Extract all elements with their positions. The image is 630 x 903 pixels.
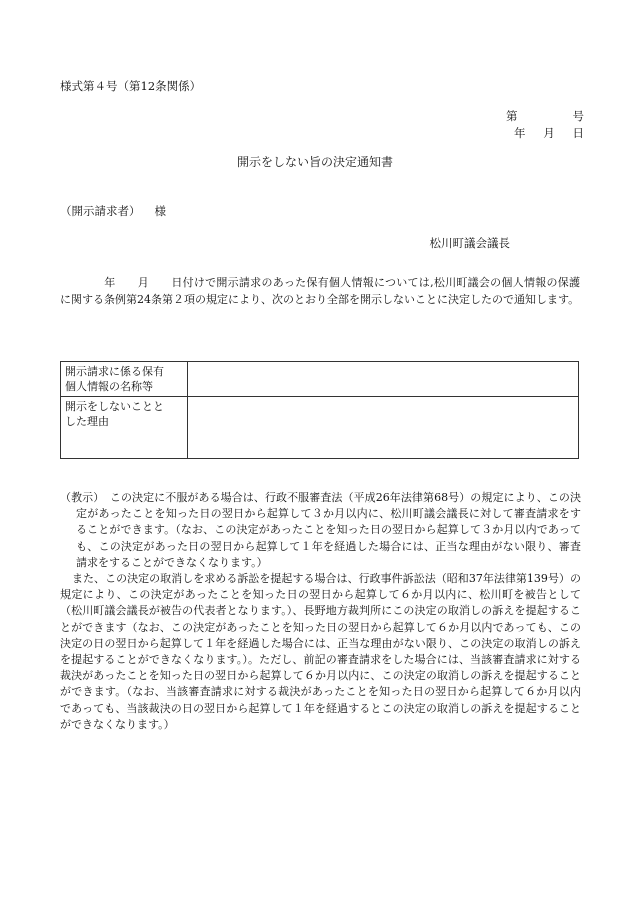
info-name-label-line2: 個人情報の名称等 <box>65 380 153 393</box>
date-year: 年 <box>514 126 526 140</box>
body-text: 日付けで開示請求のあった保有個人情報については,松川町議会の個人情報の保護に関する条例第24条第２項の規定により、次のとおり全部を開示しないことに決定したので通知します。 <box>60 276 580 306</box>
reason-label-line1: 開示をしないことと <box>65 400 164 413</box>
date-month: 月 <box>543 126 555 140</box>
information-table <box>60 361 579 459</box>
notes-paragraph-appeal: （教示） この決定に不服がある場合は、行政不服審査法（平成26年法律第68号）の規定により、この決定があったことを知った日の翌日から起算して３か月以内に、松川町議会議長に対して審査請求をすることができます。（なお、この決定があったことを知った日の翌日から起算して３か月以内であっても、この決定があった日の翌日から起算して１年を経過した場合には、正当な理由がない限り、審査請求をすることができなくなります。） <box>60 491 581 569</box>
info-name-label-line1: 開示請求に係る保有 <box>65 365 164 378</box>
issue-date <box>514 125 584 142</box>
requester-honorific: 様 <box>154 204 166 218</box>
body-month: 月 <box>137 276 150 289</box>
number-dai: 第 <box>506 109 518 123</box>
requester-line <box>60 203 166 219</box>
body-year: 年 <box>104 276 116 289</box>
reason-label-line2: した理由 <box>65 415 109 428</box>
reason-label <box>61 397 188 459</box>
table-row <box>61 362 579 397</box>
document-title: 開示をしない旨の決定通知書 <box>236 155 393 169</box>
instructions-notes <box>60 490 581 733</box>
notes-paragraph-lawsuit: また、この決定の取消しを求める訴訟を提起する場合は、行政事件訴訟法（昭和37年法律第139号）の規定により、この決定があったことを知った日の翌日から起算して６か月以内に、松川町を被告として（松川町議会議長が被告の代表者となります。）、長野地方裁判所にこの決定の取消しの訴えを提起することができます（なお、この決定があったことを知った日の翌日から起算して６か月以内であっても、この決定の日の翌日から起算して１年を経過した場合には、正当な理由がない限り、この決定の取消しの訴えを提起することができなくなります。）。ただし、前記の審査請求をした場合には、当該審査請求に対する裁決があったことを知った日の翌日から起算して６か月以内に、この決定の取消しの訴えを提起することができます。（なお、当該審査請求に対する裁決があったことを知った日の翌日から起算して６か月以内であっても、当該裁決の日の翌日から起算して１年を経過するとこの決定の取消しの訴えを提起することができなくなります。） <box>60 572 581 731</box>
sender-name: 松川町議会議長 <box>429 236 510 250</box>
document-number <box>506 108 584 125</box>
document-number-date <box>506 108 584 142</box>
reason-value[interactable] <box>188 397 579 459</box>
info-name-label <box>61 362 188 397</box>
table-row <box>61 397 579 459</box>
number-go: 号 <box>572 109 584 123</box>
info-name-value[interactable] <box>188 362 579 397</box>
form-number: 様式第４号（第12条関係） <box>60 79 202 93</box>
notice-body <box>60 275 580 308</box>
requester-label: （開示請求者） <box>60 204 141 218</box>
date-day: 日 <box>572 126 584 140</box>
